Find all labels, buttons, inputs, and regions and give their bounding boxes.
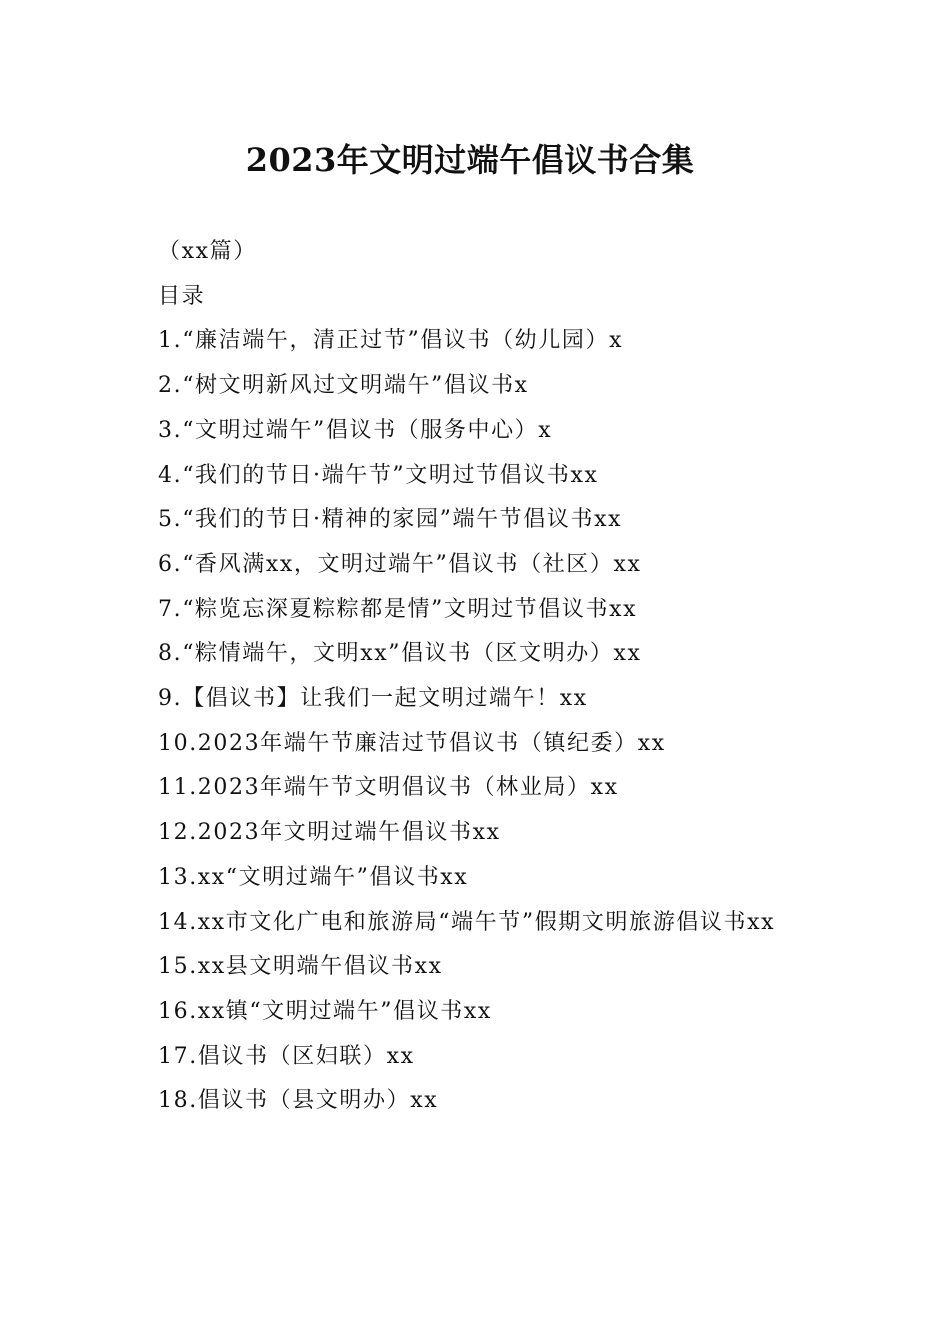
toc-item: 9.【倡议书】让我们一起文明过端午！xx (158, 686, 588, 712)
toc-item: 5.“我们的节日·精神的家园”端午节倡议书xx (158, 507, 623, 533)
document-body (118, 230, 830, 1124)
toc-item: 16.xx镇“文明过端午”倡议书xx (158, 998, 492, 1024)
toc-item: 14.xx市文化广电和旅游局“端午节”假期文明旅游倡议书xx (158, 909, 776, 935)
document-title: 2023年文明过端午倡议书合集 (245, 141, 695, 179)
toc-item: 2.“树文明新风过文明端午”倡议书x (158, 373, 529, 399)
toc-heading: 目录 (158, 283, 206, 309)
toc-item: 6.“香风满xx，文明过端午”倡议书（社区）xx (158, 551, 642, 577)
toc-item: 4.“我们的节日·端午节”文明过节倡议书xx (158, 462, 599, 488)
toc-item: 8.“粽情端午，文明xx”倡议书（区文明办）xx (158, 641, 642, 667)
toc-item: 11.2023年端午节文明倡议书（林业局）xx (158, 775, 619, 801)
toc-item: 15.xx县文明端午倡议书xx (158, 954, 443, 980)
toc-item: 17.倡议书（区妇联）xx (158, 1043, 415, 1069)
toc-item: 12.2023年文明过端午倡议书xx (158, 820, 501, 846)
toc-item: 1.“廉洁端午，清正过节”倡议书（幼儿园）x (158, 328, 624, 354)
toc-item: 10.2023年端午节廉洁过节倡议书（镇纪委）xx (158, 730, 666, 756)
toc-item: 7.“粽览忘深夏粽粽都是情”文明过节倡议书xx (158, 596, 638, 622)
toc-item: 3.“文明过端午”倡议书（服务中心）x (158, 417, 553, 443)
toc-item: 13.xx“文明过端午”倡议书xx (158, 864, 469, 890)
count-note: （xx篇） (158, 239, 257, 264)
toc-item: 18.倡议书（县文明办）xx (158, 1088, 439, 1114)
